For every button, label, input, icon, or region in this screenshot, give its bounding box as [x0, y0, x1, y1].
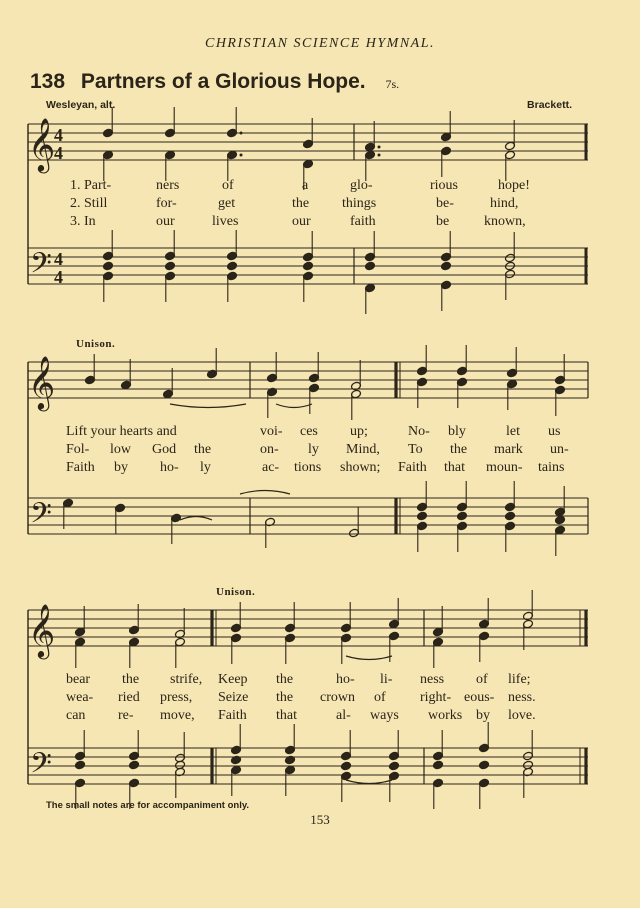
- lyric-syllable: of: [222, 178, 234, 193]
- lyric-syllable: works: [428, 708, 463, 723]
- note-head: [505, 511, 516, 521]
- lyric-syllable: ness.: [508, 690, 536, 705]
- unison-direction-system3: Unison.: [216, 586, 256, 598]
- augmentation-dot: [378, 146, 381, 149]
- lyric-syllable: love.: [508, 708, 536, 723]
- note-head: [365, 261, 376, 271]
- augmentation-dot: [378, 154, 381, 157]
- lyric-syllable: ness: [420, 672, 445, 687]
- hymn-number: 138: [30, 70, 66, 93]
- lyric-syllable: Keep: [218, 672, 248, 687]
- lyric-syllable: get: [218, 196, 236, 211]
- note-head: [417, 511, 428, 521]
- lyric-syllable: mark: [494, 442, 523, 457]
- tie-curve: [240, 491, 290, 495]
- words-credit: Wesleyan, alt.: [46, 99, 116, 111]
- tie-curve: [180, 517, 212, 521]
- tie-curve: [170, 404, 246, 408]
- lyric-syllable: ly: [200, 460, 211, 475]
- lyric-syllable: wea-: [66, 690, 94, 705]
- time-signature-bottom: 4: [54, 143, 63, 163]
- lyric-syllable: low: [110, 442, 131, 457]
- lyric-syllable: rious: [430, 178, 458, 193]
- lyric-syllable: crown: [320, 690, 355, 705]
- tie-curve: [346, 780, 392, 784]
- lyric-syllable: by: [114, 460, 128, 475]
- page-number: 153: [310, 812, 330, 827]
- lyric-line-verse2-system1: [0, 196, 640, 214]
- note-head: [479, 760, 490, 770]
- augmentation-dot: [240, 132, 243, 135]
- tie-curve: [346, 656, 392, 660]
- note-head: [457, 511, 468, 521]
- lyric-syllable: the: [292, 196, 310, 211]
- lyric-syllable: strife,: [170, 672, 203, 687]
- lyric-syllable: God: [152, 442, 177, 457]
- lyric-syllable: re-: [118, 708, 134, 723]
- lyric-syllable: shown;: [340, 460, 381, 475]
- lyric-syllable: a: [302, 178, 309, 193]
- lyric-syllable: the: [450, 442, 468, 457]
- lyric-syllable: the: [276, 690, 294, 705]
- treble-clef: 𝄞: [28, 117, 56, 171]
- music-credit: Brackett.: [527, 99, 572, 111]
- note-head: [441, 261, 452, 271]
- accompaniment-footnote: The small notes are for accompaniment only.: [46, 800, 250, 811]
- lyric-syllable: 1. Part-: [70, 178, 112, 193]
- lyric-syllable: li-: [380, 672, 393, 687]
- lyric-syllable: ly: [308, 442, 319, 457]
- lyric-syllable: can: [66, 708, 86, 723]
- lyric-syllable: move,: [160, 708, 195, 723]
- lyric-syllable: by: [476, 708, 490, 723]
- lyric-syllable: on-: [260, 442, 279, 457]
- lyric-syllable: the: [276, 672, 294, 687]
- lyric-syllable: let: [506, 424, 520, 439]
- note-head: [103, 261, 114, 271]
- lyric-syllable: life;: [508, 672, 531, 687]
- lyric-syllable: moun-: [486, 460, 523, 475]
- lyric-syllable: be-: [436, 196, 454, 211]
- lyric-syllable: No-: [408, 424, 430, 439]
- lyric-syllable: Seize: [218, 690, 249, 705]
- bass-clef: 𝄢: [30, 247, 52, 287]
- lyric-syllable: of: [476, 672, 488, 687]
- lyric-syllable: bear: [66, 672, 91, 687]
- lyric-syllable: voi-: [260, 424, 283, 439]
- hymn-meter: 7s.: [385, 77, 400, 91]
- lyric-syllable: the: [194, 442, 212, 457]
- lyric-syllable: hope!: [498, 178, 530, 193]
- note-head: [227, 261, 238, 271]
- augmentation-dot: [240, 154, 243, 157]
- time-signature-bottom: 4: [54, 267, 63, 287]
- lyric-line-verse1-system3: [0, 672, 640, 690]
- lyric-syllable: press,: [160, 690, 193, 705]
- lyric-syllable: our: [292, 214, 311, 229]
- lyric-syllable: 3. In: [70, 214, 96, 229]
- lyric-syllable: Fol-: [66, 442, 90, 457]
- tie-curve: [276, 404, 312, 408]
- lyric-syllable: Faith: [218, 708, 247, 723]
- lyric-syllable: that: [444, 460, 465, 475]
- lyric-syllable: right-: [420, 690, 452, 705]
- lyric-syllable: ces: [300, 424, 318, 439]
- note-head: [75, 760, 86, 770]
- lyric-syllable: Lift your hearts and: [66, 424, 177, 439]
- lyric-line-verse1-system1: [0, 178, 640, 196]
- lyric-syllable: hind,: [490, 196, 519, 211]
- lyric-syllable: tions: [294, 460, 322, 475]
- lyric-syllable: bly: [448, 424, 466, 439]
- lyric-syllable: To: [408, 442, 423, 457]
- lyric-line-verse3-system2: [0, 460, 640, 478]
- lyric-syllable: 2. Still: [70, 196, 108, 211]
- time-signature-top: 4: [54, 249, 63, 269]
- lyric-syllable: ac-: [262, 460, 280, 475]
- lyric-syllable: un-: [550, 442, 569, 457]
- lyric-syllable: ried: [118, 690, 140, 705]
- lyric-syllable: eous-: [464, 690, 495, 705]
- note-head: [129, 760, 140, 770]
- lyric-syllable: the: [122, 672, 140, 687]
- bass-clef: 𝄢: [30, 497, 52, 537]
- lyric-syllable: that: [276, 708, 297, 723]
- lyric-syllable: for-: [156, 196, 177, 211]
- note-head: [303, 261, 314, 271]
- lyric-syllable: ners: [156, 178, 180, 193]
- lyric-syllable: lives: [212, 214, 239, 229]
- note-head: [389, 761, 400, 771]
- lyric-syllable: us: [548, 424, 561, 439]
- running-head: CHRISTIAN SCIENCE HYMNAL.: [204, 36, 435, 51]
- lyric-syllable: tains: [538, 460, 565, 475]
- lyric-syllable: Mind,: [346, 442, 380, 457]
- note-head: [165, 261, 176, 271]
- unison-direction-system2: Unison.: [76, 338, 116, 350]
- note-head: [433, 760, 444, 770]
- lyric-syllable: glo-: [350, 178, 373, 193]
- lyric-line-verse3-system1: [0, 214, 640, 232]
- lyric-syllable: faith: [350, 214, 376, 229]
- time-signature-top: 4: [54, 125, 63, 145]
- lyric-line-verse2-system3: [0, 690, 640, 708]
- treble-clef: 𝄞: [28, 355, 56, 409]
- lyric-syllable: ho-: [160, 460, 179, 475]
- hymn-title-text: Partners of a Glorious Hope.: [80, 70, 366, 93]
- treble-clef: 𝄞: [28, 603, 56, 657]
- lyric-syllable: up;: [350, 424, 368, 439]
- lyric-syllable: al-: [336, 708, 351, 723]
- lyric-syllable: known,: [484, 214, 526, 229]
- lyric-syllable: of: [374, 690, 386, 705]
- lyric-syllable: Faith: [398, 460, 427, 475]
- lyric-syllable: ho-: [336, 672, 355, 687]
- lyric-syllable: be: [436, 214, 450, 229]
- lyric-line-verse1-system2: [0, 424, 640, 442]
- lyric-line-verse3-system3: [0, 708, 640, 726]
- bass-clef: 𝄢: [30, 747, 52, 787]
- lyric-syllable: things: [342, 196, 377, 211]
- note-head: [555, 515, 566, 525]
- lyric-line-verse2-system2: [0, 442, 640, 460]
- lyric-syllable: ways: [370, 708, 399, 723]
- note-head: [341, 761, 352, 771]
- lyric-syllable: Faith: [66, 460, 95, 475]
- lyric-syllable: our: [156, 214, 175, 229]
